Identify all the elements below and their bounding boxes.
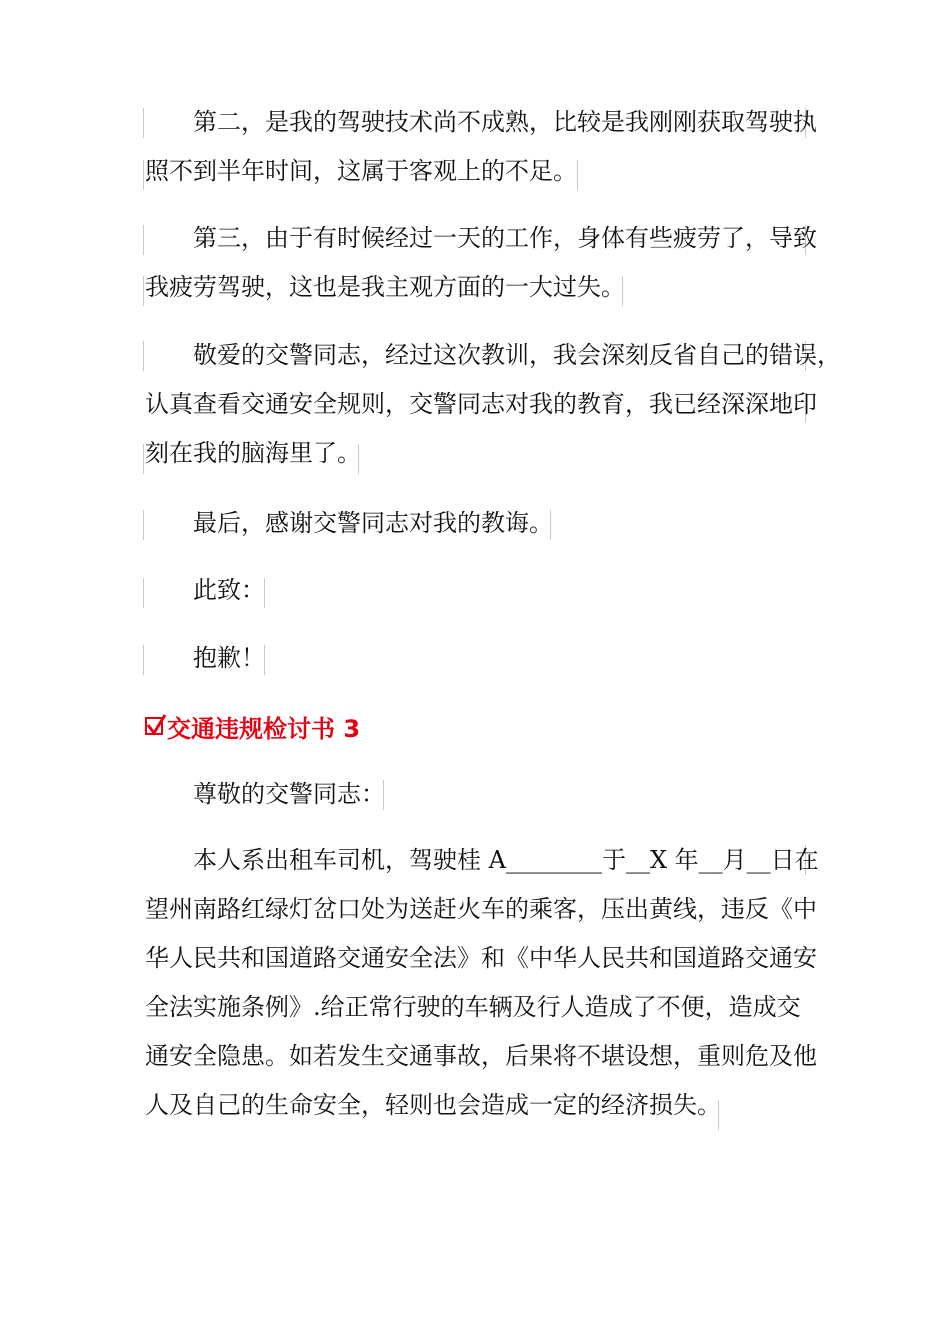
heading-text: 交通违规检讨书 3 (167, 714, 361, 743)
frame-mark (143, 578, 144, 608)
frame-mark (143, 444, 144, 474)
closing-salutation (145, 566, 265, 615)
frame-mark (143, 341, 144, 371)
paragraph-line: 敬爱的交警同志，经过这次教训，我会深刻反省自己的错误， (193, 341, 841, 369)
frame-mark (143, 108, 144, 138)
paragraph-line: 尊敬的交警同志： (193, 780, 385, 808)
paragraph (145, 331, 841, 478)
paragraph (145, 836, 819, 1130)
frame-mark (143, 645, 144, 675)
closing-apology (145, 634, 265, 683)
checkbox-check-icon (145, 717, 163, 735)
paragraph-line: 照不到半年时间，这属于客观上的不足。 (145, 157, 577, 185)
frame-mark (143, 225, 144, 255)
paragraph-line: 全法实施条例》.给正常行驶的车辆及行人造成了不便，造成交 (145, 993, 801, 1021)
paragraph-line: 第三，由于有时候经过一天的工作，身体有些疲劳了，导致 (193, 224, 817, 252)
section-heading (145, 708, 360, 744)
salutation (145, 770, 385, 819)
paragraph-line: 人及自己的生命安全，轻则也会造成一定的经济损失。 (145, 1091, 721, 1119)
frame-mark (143, 510, 144, 540)
paragraph-line: 华人民共和国道路交通安全法》和《中华人民共和国道路交通安 (145, 944, 817, 972)
paragraph (145, 98, 817, 196)
paragraph-line: 刻在我的脑海里了。 (145, 439, 361, 467)
paragraph (145, 214, 817, 312)
paragraph-line: 我疲劳驾驶，这也是我主观方面的一大过失。 (145, 273, 625, 301)
paragraph-line: 此致： (193, 576, 265, 604)
paragraph (145, 499, 553, 548)
frame-mark (143, 160, 144, 190)
frame-mark (143, 276, 144, 306)
paragraph-line: 最后，感谢交警同志对我的教诲。 (193, 509, 553, 537)
paragraph-line: 本人系出租车司机，驾驶桂 A________于__X 年__月__日在 (193, 846, 819, 874)
paragraph-line: 通安全隐患。如若发生交通事故，后果将不堪设想，重则危及他 (145, 1042, 817, 1070)
paragraph-line: 认真查看交通安全规则，交警同志对我的教育，我已经深深地印 (145, 390, 817, 418)
paragraph-line: 第二，是我的驾驶技术尚不成熟，比较是我刚刚获取驾驶执 (193, 108, 817, 136)
paragraph-line: 望州南路红绿灯岔口处为送赶火车的乘客，压出黄线，违反《中 (145, 895, 817, 923)
paragraph-line: 抱歉！ (193, 644, 265, 672)
